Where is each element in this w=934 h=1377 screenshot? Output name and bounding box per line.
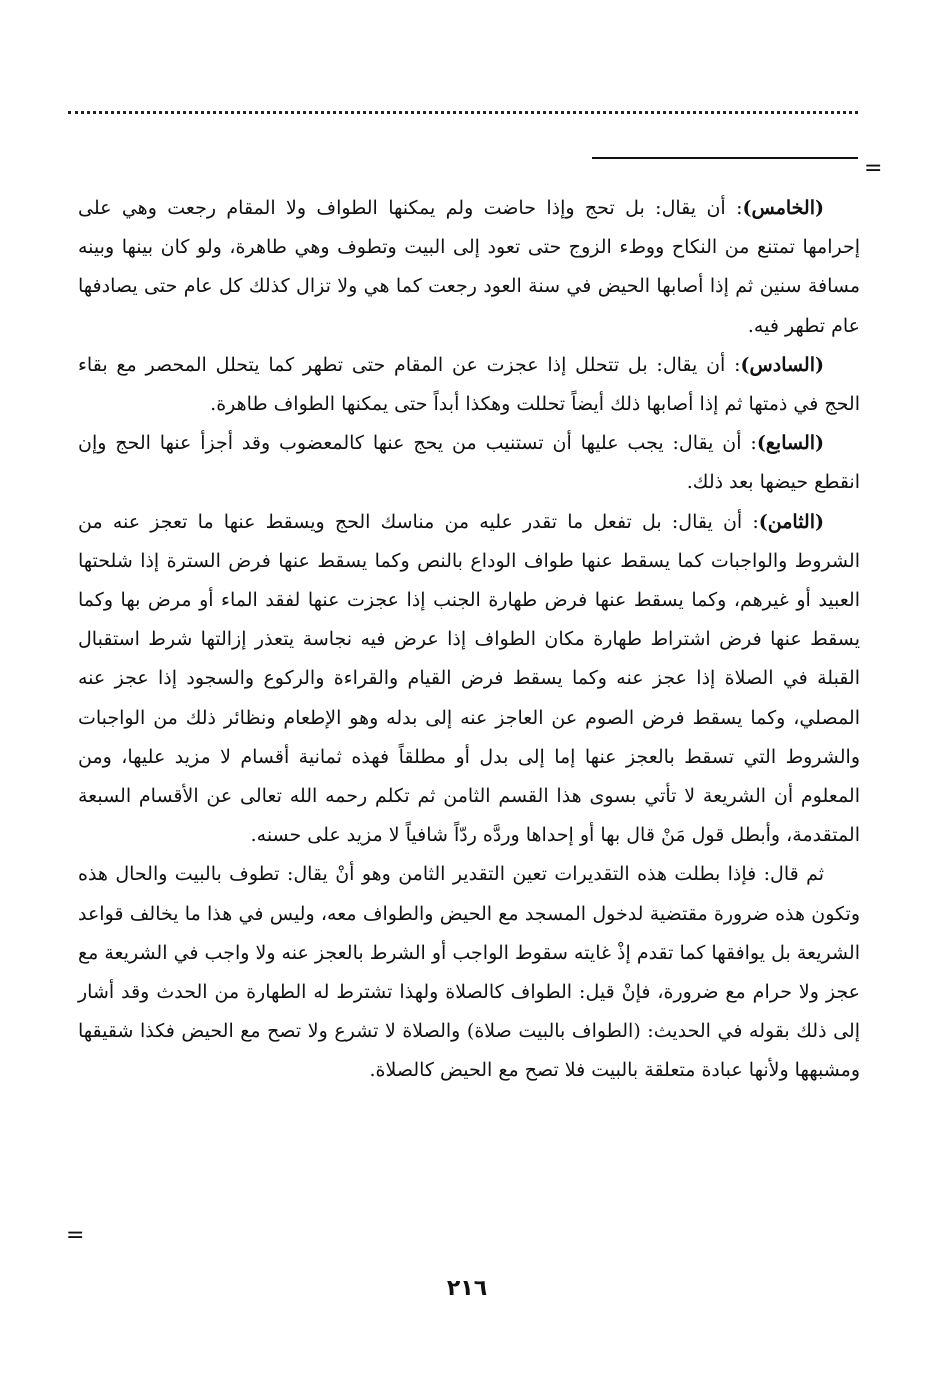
paragraph-conclusion <box>78 855 860 1090</box>
paragraph-text: ثم قال: فإذا بطلت هذه التقديرات تعين التقدير الثامن وهو أنْ يقال: تطوف بالبيت والحال هذه وتكون هذه ضرورة مقتضية لدخول المسجد مع الحيض والطواف معه، وليس في هذا ما يخالف قواعد الشريعة بل يوافقها كما تقدم إذْ غايته سقوط الواجب أو الشرط بالعجز عنه ولا واجب في الشريعة مع عجز ولا حرام مع ضرورة، فإنْ قيل: الطواف كالصلاة ولهذا تشترط له الطهارة من الحدث وقد أشار إلى ذلك بقوله في الحديث: (الطواف بالبيت صلاة) والصلاة لا تشرع ولا تصح مع الحيض فكذا شقيقها ومشبهها ولأنها عبادة متعلقة بالبيت فلا تصح مع الحيض كالصلاة. <box>78 863 860 1082</box>
horizontal-rule <box>592 157 858 159</box>
paragraph-text: : أن يقال: بل تحج وإذا حاضت ولم يمكنها الطواف ولا المقام رجعت وهي على إحرامها تمتنع من النكاح ووطء الزوج حتى تعود إلى البيت وتطوف وهي طاهرة، ولو كان بينها وبينه مسافة سنين ثم إذا أصابها الحيض في سنة العود رجعت كما هي ولا تزال كذلك كل عام حتى يصادفها عام تطهر فيه. <box>78 197 860 337</box>
paragraph-text: : أن يقال: بل تفعل ما تقدر عليه من مناسك الحج ويسقط عنها ما تعجز عنه من الشروط والواجبات كما يسقط عنها طواف الوداع بالنص وكما يسقط عنها فرض السترة إذا شلحتها العبيد أو غيرهم، وكما يسقط عنها فرض طهارة الجنب إذا عجزت عنها لفقد الماء أو مرض بها وكما يسقط عنها فرض اشتراط طهارة مكان الطواف إذا عرض فيه نجاسة يتعذر إزالتها شرط استقبال القبلة في الصلاة إذا عجز عنه وكما يسقط فرض القيام والقراءة والركوع والسجود إذا عجز عنه المصلي، وكما يسقط فرض الصوم عن العاجز عنه إلى بدله وهو الإطعام ونظائر ذلك من الواجبات والشروط التي تسقط بالعجز عنها إما إلى بدل أو مطلقاً فهذه ثمانية أقسام لا مزيد عليها، ومن المعلوم أن الشريعة لا تأتي بسوى هذا القسم الثامن ثم تكلم رحمه الله تعالى عن الأقسام السبعة المتقدمة، وأبطل قول مَنْ قال بها أو إحداها وردَّه ردّاً شافياً لا مزيد على حسنه. <box>78 510 860 847</box>
dotted-separator <box>68 111 858 114</box>
paragraph-lead: (الثامن) <box>758 510 824 533</box>
page-number: ٢١٦ <box>446 1276 488 1301</box>
paragraph-eighth <box>78 503 860 856</box>
paragraph-lead: (السابع) <box>756 432 824 455</box>
paragraph-text: : أن يقال: يجب عليها أن تستنيب من يحج عنها كالمعضوب وقد أجزأ عنها الحج وإن انقطع حيضها بعد ذلك. <box>78 432 860 494</box>
paragraph-lead: (السادس) <box>740 353 824 376</box>
body-text <box>78 189 860 1091</box>
continuation-marker-top: = <box>864 156 883 181</box>
paragraph-text: : أن يقال: بل تتحلل إذا عجزت عن المقام حتى تطهر كما يتحلل المحصر مع بقاء الحج في ذمتها ثم إذا أصابها ذلك أيضاً تحللت وهكذا أبداً حتى يمكنها الطواف طاهرة. <box>78 353 860 416</box>
paragraph-sixth <box>78 346 860 424</box>
paragraph-fifth <box>78 189 860 346</box>
paragraph-lead: (الخامس) <box>742 197 824 219</box>
paragraph-seventh <box>78 424 860 502</box>
continuation-marker-bottom: = <box>66 1223 85 1248</box>
